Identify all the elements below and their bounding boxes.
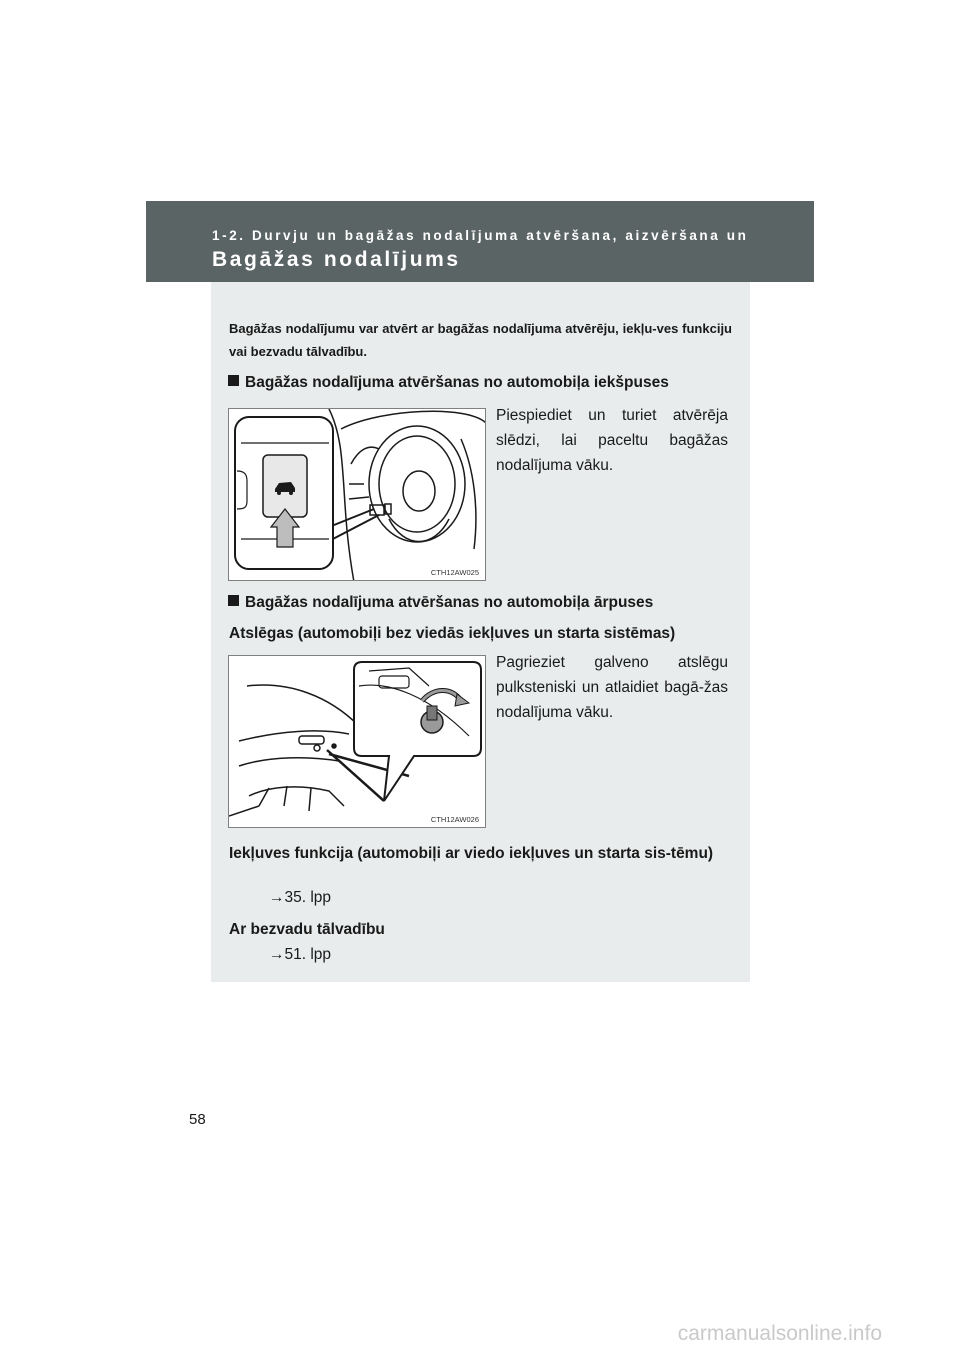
figure-code: CTH12AW025 xyxy=(430,568,479,577)
section-header xyxy=(146,201,814,282)
instruction-inside: Piespiediet un turiet atvērēja slēdzi, lai paceltu bagāžas nodalījuma vāku. xyxy=(496,407,728,474)
instruction-outside: Pagrieziet galveno atslēgu pulksteniski un atlaidiet bagā-žas nodalījuma vāku. xyxy=(496,654,728,721)
figure-code: CTH12AW026 xyxy=(430,815,479,824)
heading-inside xyxy=(228,374,669,392)
remote-label: Ar bezvadu tālvadību xyxy=(229,921,385,938)
section-breadcrumb: 1-2. Durvju un bagāžas nodalījuma atvēršana, aizvēršana un xyxy=(212,228,749,243)
key-subheading: Atslēgas (automobiļi bez viedās iekļuves un starta sistēmas) xyxy=(229,625,676,642)
key-lock-illustration xyxy=(229,656,486,828)
watermark: carmanualsonline.info xyxy=(677,1322,882,1345)
page-title: Bagāžas nodalījums xyxy=(212,248,461,271)
heading-inside-label: Bagāžas nodalījuma atvēršanas no automobiļa iekšpuses xyxy=(245,374,669,391)
entry-function-label: Iekļuves funkcija (automobiļi ar viedo iekļuves un starta sis-tēmu) xyxy=(229,845,714,862)
content-panel xyxy=(211,282,750,982)
remote-ref-link[interactable]: →51. lpp xyxy=(269,946,332,963)
heading-outside xyxy=(228,594,653,612)
square-bullet-icon xyxy=(228,595,239,606)
figure-key-lock xyxy=(228,655,486,828)
intro-text: Bagāžas nodalījumu var atvērt ar bagāžas nodalījuma atvērēju, iekļu-ves funkciju vai bezvadu tālvadību. xyxy=(229,321,732,359)
figure-opener-switch xyxy=(228,408,486,581)
page-number: 58 xyxy=(189,1111,206,1128)
square-bullet-icon xyxy=(228,375,239,386)
heading-outside-label: Bagāžas nodalījuma atvēršanas no automobiļa ārpuses xyxy=(245,594,654,611)
opener-switch-illustration xyxy=(229,409,486,581)
entry-function-ref-link[interactable]: →35. lpp xyxy=(269,889,332,906)
